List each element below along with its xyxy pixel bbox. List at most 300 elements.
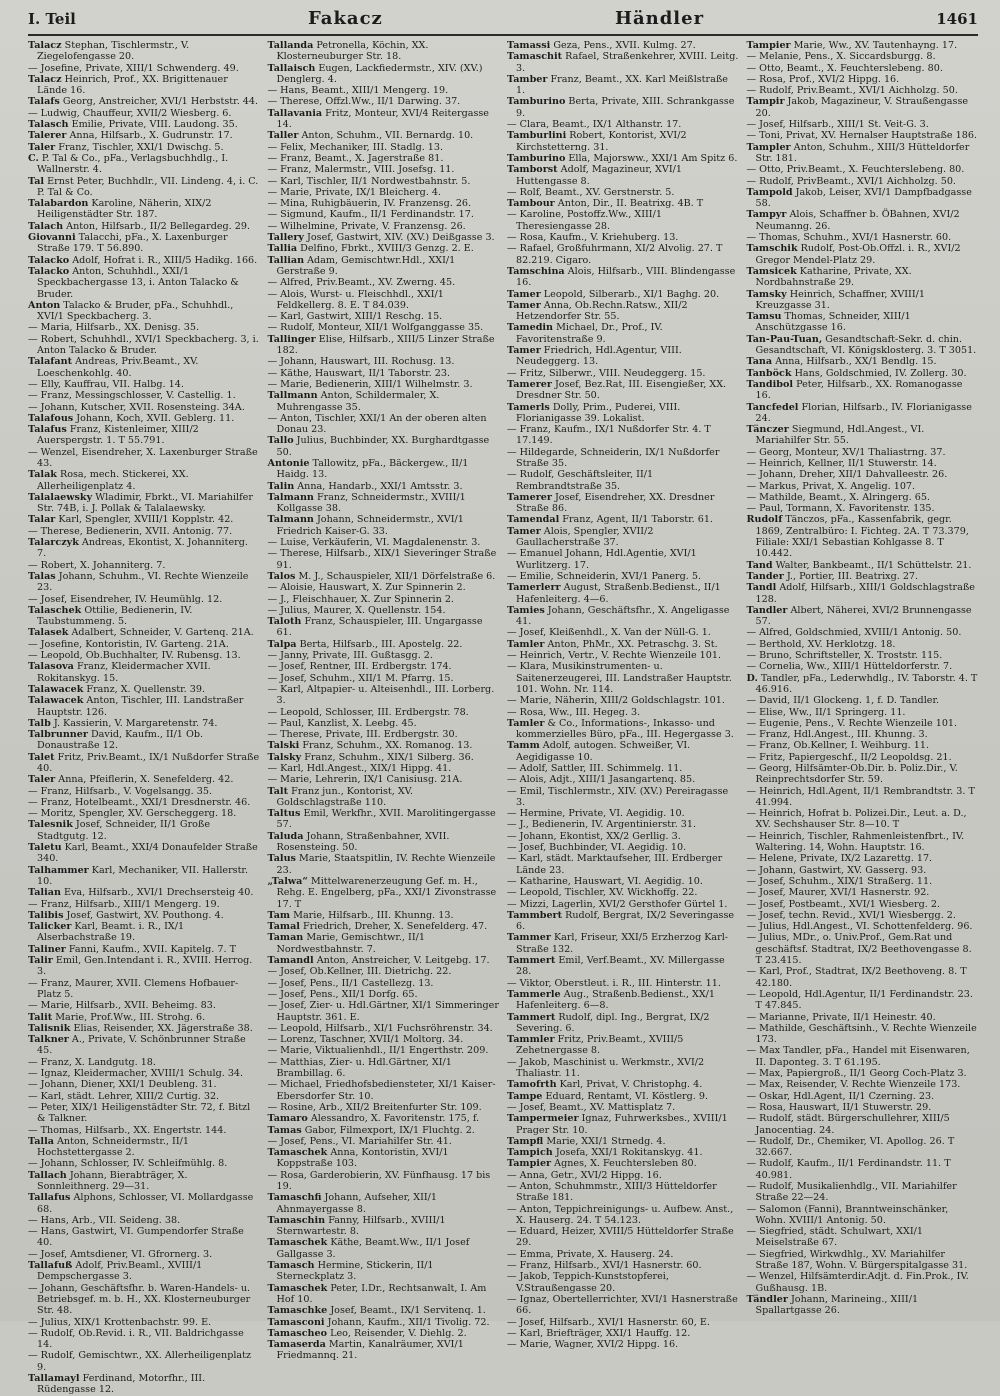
directory-entry: — Ignaz, Obertellerrichter, XVI/1 Hasnerstraße 66. (507, 1293, 738, 1317)
directory-entry: — Josef, Postbeamt., XVI/1 Wiesberg. 2. (746, 898, 941, 910)
directory-entry: — Marie, Viktualienhdl., II/1 Engerthstr. 209. (267, 1045, 489, 1057)
directory-entry: Talacko Anton, Schuhhdl., XXI/1 Speckbachergasse 13, i. Anton Talacko & Bruder. (28, 265, 239, 300)
directory-entry: — Elise, Ww., II/1 Springerg. 11. (746, 706, 906, 718)
directory-entry: — Jakob, Maschinist u. Werkmstr., XVI/2 Thaliastr. 11. (507, 1056, 705, 1080)
directory-entry: Taluda Johann, Straßenbahner, XVII. Rosensteing. 50. (267, 830, 450, 854)
directory-entry: Talach Anton, Hilfsarb., II/2 Bellegardeg. 29. (28, 220, 251, 232)
directory-entry: — Anton, Tischler, XXI/1 An der oberen alten Donau 23. (267, 412, 487, 436)
directory-entry: Talos M. J., Schauspieler, XII/1 Dörfelstraße 6. (267, 570, 496, 582)
directory-entry: — Johann, Schlosser, IV. Schleifmühlg. 8. (28, 1158, 228, 1170)
directory-entry: — Julius, Maurer, X. Quellenstr. 154. (267, 604, 446, 616)
directory-entry: — Karl, Tischler, II/1 Nordwestbahnstr. 5. (267, 175, 471, 187)
directory-entry: Tamer Leopold, Silberarb., XI/1 Baghg. 20. (507, 288, 720, 300)
directory-entry: Tal Ernst Peter, Buchhdlr., VII. Lindeng. 4, i. C. P. Tal & Co. (28, 175, 259, 198)
directory-entry: — Rudolf, städt. Bürgerschullehrer, XIII/5 Janocentiag. 24. (746, 1113, 950, 1136)
directory-entry: — Siegfried, Wirkwdhlg., XV. Mariahilfer Straße 187, Wohn. V. Bürgerspitalgasse 31. (746, 1248, 968, 1272)
directory-entry: Tamburino Berta, Private, XIII. Schrankgasse 9. (507, 96, 735, 119)
directory-entry: Tamsicek Katharine, Private, XX. Nordbahnstraße 29. (746, 265, 912, 289)
directory-entry: — Rosa, Hauswart, II/1 Stuwerstr. 29. (746, 1101, 932, 1113)
directory-entry: — Ludwig, Chauffeur, XVII/2 Wiesberg. 6. (28, 107, 232, 119)
directory-entry: — Marie, Wagner, XVI/2 Hippg. 16. (507, 1339, 679, 1351)
directory-entry: — Julius, MDr., o. Univ.Prof., Gem.Rat und geschäftsf. Stadtrat, IX/2 Beethovengasse 8. T 23.415. (746, 932, 972, 967)
directory-entry: Talaschek Ottilie, Bedienerin, IV. Taubstummeng. 5. (28, 604, 193, 628)
directory-entry: — Emanuel Johann, Hdl.Agentie, XVI/1 Wurlitzerg. 17. (507, 548, 697, 571)
directory-entry: Rudolf Tänczos, pFa., Kassenfabrik, gegr. 1869, Zentralbüro: I. Fichteg. 2A. T 73.379, Filiale: XXI/1 Sebastian Kohlgasse 8. T 10.442. (746, 514, 969, 560)
directory-entry: — Georg, Monteur, XV/1 Thaliastrng. 37. (746, 446, 946, 458)
directory-entry: — Josef, Ob.Kellner, III. Dietrichg. 22. (267, 966, 452, 978)
directory-entry: — Peter, XIX/1 Heiligenstädter Str. 72, f. Bitzl & Talkner. (28, 1101, 251, 1125)
directory-entry: — Robert, X. Johanniterg. 7. (28, 559, 166, 571)
directory-entry: Tan-Pau-Tuan, Gesandtschaft-Sekr. d. chin. Gesandtschaft, VI. Königsklosterg. 3. T 3051. (746, 333, 977, 357)
directory-entry: — Alfred, Priv.Beamt., XV. Zwerng. 45. (267, 277, 456, 289)
directory-entry: — Alois, Adjt., XIII/1 Jasangartenq. 85. (507, 774, 696, 786)
directory-entry: — Eugenie, Pens., V. Rechte Wienzeile 101. (746, 717, 958, 729)
directory-entry: — Otto, Beamt., X. Feuchterslebeng. 80. (746, 62, 943, 74)
directory-entry: Tammer Karl, Friseur, XXI/5 Erzherzog Karl-Straße 132. (507, 932, 729, 955)
directory-entry: — Eduard, Heizer, XVIII/5 Hütteldorfer Straße 29. (507, 1226, 734, 1249)
directory-entry: — Leopold, Schlosser, III. Erdbergstr. 78. (267, 706, 469, 718)
directory-entry: — Franz, Ob.Kellner, I. Weihburg. 11. (746, 740, 930, 752)
directory-entry: — Josef, Pens., XII/1 Dorfg. 65. (267, 988, 418, 1000)
column-2 (268, 40, 500, 1396)
directory-entry: Tamal Friedrich, Dreher, X. Senefelderg. 47. (267, 921, 488, 933)
directory-entry: Tammert Emil, Verf.Beamt., XV. Millergasse 28. (507, 955, 725, 978)
directory-entry: Talibis Josef, Gastwirt, XV. Pouthong. 4. (28, 909, 224, 921)
directory-entry: — Therese, Private, III. Erdbergstr. 30. (267, 729, 458, 741)
directory-entry: — Hans, Gastwirt, VI. Gumpendorfer Straße 40. (28, 1226, 244, 1249)
directory-entry: — Ignaz, Kleidermacher, XVIII/1 Schulg. 34. (28, 1068, 244, 1080)
directory-entry: Tamm Adolf, autogen. Schweißer, VI. Aegidigasse 10. (507, 740, 691, 763)
directory-entry: — Karl, Gastwirt, XIII/1 Reschg. 15. (267, 311, 443, 323)
directory-entry: Tallo Julius, Buchbinder, XX. Burghardtgasse 50. (267, 435, 490, 458)
column-4 (747, 40, 979, 1396)
directory-entry: Taman Marie, Gemischtwr., II/1 Nordwestbahnstr. 7. (267, 932, 425, 955)
directory-entry: — Rudolf, Monteur, XII/1 Wolfganggasse 35. (267, 322, 484, 334)
directory-entry: — Katharine, Hauswart, VI. Aegidig. 10. (507, 875, 703, 887)
directory-entry: Taltus Emil, Werkfhr., XVII. Marolitingergasse 57. (267, 808, 496, 831)
directory-entry: — Josef, Kleißenhdl., X. Van der Nüll-G. 1. (507, 627, 711, 639)
directory-entry: — Franz, X. Landgutg. 18. (28, 1056, 156, 1068)
directory-entry: Talb J. Kassierin, V. Margaretenstr. 74. (28, 717, 218, 729)
directory-entry: — Johann, Ekontist, XX/2 Gerllig. 3. (507, 830, 681, 842)
directory-entry: Tallery Josef, Gastwirt, XIV. (XV.) Deißgasse 3. (267, 232, 495, 244)
directory-entry: Tand Walter, Bankbeamt., II/1 Schüttelstr. 21. (746, 559, 972, 571)
directory-entry: Tampermeier Ignaz, Fuhrwerksbes., XVIII/1 Prager Str. 10. (507, 1113, 728, 1136)
directory-entry: Talerer Anna, Hilfsarb., X. Gudrunstr. 17. (28, 130, 233, 142)
directory-entry: — Josefine, Private, XIII/1 Schwenderg. 49. (28, 62, 239, 74)
directory-entry: — Rosine, Arb., XII/2 Breitenfurter Str. 109. (267, 1101, 482, 1113)
directory-entry: — Hans, Arb., VII. Seideng. 38. (28, 1214, 181, 1226)
directory-entry: — Thomas, Schuhm., XVI/1 Hasnerstr. 60. (746, 232, 952, 244)
directory-columns (28, 40, 978, 1396)
directory-entry: — Marianne, Private, II/1 Heinestr. 40. (746, 1011, 936, 1023)
directory-entry: Talak Rosa, mech. Stickerei, XX. Allerheiligenplatz 4. (28, 469, 189, 492)
directory-entry: Talarczyk Andreas, Ekontist, X. Johanniterg. 7. (28, 537, 248, 560)
directory-entry: Tamies Johann, Geschäftsfhr., X. Angeligasse 41. (507, 604, 730, 628)
directory-entry: — Franz, Hilfsarb., XIII/1 Mengerg. 19. (28, 898, 220, 910)
directory-entry: „Talwa“ Mittelwarenerzeugung Gef. m. H., Rehg. E. Engelberg, pFa., XXI/1 Zivonstrasse 17. T (267, 875, 497, 910)
directory-entry: Talicker Karl, Beamt. i. R., IX/1 Alserbachstraße 19. (28, 921, 185, 944)
directory-entry: — Wilhelmine, Private, V. Franzensg. 26. (267, 220, 466, 232)
directory-entry: — Karl, städt. Marktaufseher, III. Erdberger Lände 23. (507, 853, 723, 876)
directory-entry: — Clara, Beamt., IX/1 Althanstr. 17. (507, 119, 682, 131)
directory-entry: — Johann, Kutscher, XVII. Rosensteing. 34A. (28, 401, 245, 413)
directory-entry: Tampyr Alois, Schaffner b. ÖBahnen, XVI/2 Neumanng. 26. (746, 209, 960, 232)
directory-entry: Talus Marie, Staatspitlin, IV. Rechte Wienzeile 23. (267, 853, 496, 876)
directory-entry: — Alfred, Goldschmied, XVIII/1 Antonig. 50. (746, 627, 962, 639)
directory-entry: Tampfl Marie, XXI/1 Strnedg. 4. (507, 1135, 666, 1147)
directory-entry: Tampier Marie, Ww., XV. Tautenhayng. 17. (746, 40, 958, 51)
directory-entry: — Hermine, Private, VI. Aegidig. 10. (507, 808, 685, 820)
directory-entry: Tanböck Hans, Goldschmied, IV. Zollerg. 30. (746, 367, 967, 379)
directory-entry: — Franz, Beamt., X. Jagerstraße 81. (267, 152, 444, 164)
directory-entry: Tamaserda Martin, Kanalräumer, XVI/1 Friedmannq. 21. (267, 1339, 464, 1362)
directory-entry: Talasek Adalbert, Schneider, V. Gartenq. 21A. (28, 627, 254, 639)
directory-entry: Giovanni Talacchi, pFa., X. Laxenburger Straße 179. T 56.890. (28, 232, 228, 255)
directory-entry: — Michael, Friedhofsbediensteter, XI/1 Kaiser-Ebersdorfer Str. 10. (267, 1079, 496, 1102)
directory-entry: — Josef, Hilfsarb., XVI/1 Hasnerstr. 60, E. (507, 1316, 710, 1328)
directory-entry: Tamschina Alois, Hilfsarb., VIII. Blindengasse 16. (507, 265, 736, 289)
directory-entry: — Salomon (Fanni), Branntweinschänker, Wohn. XVIII/1 Antonig. 50. (746, 1203, 949, 1226)
directory-entry: — Rudolf, Geschäftsleiter, II/1 Rembrandtstraße 35. (507, 469, 654, 492)
directory-entry: Tallafus Alphons, Schlosser, VI. Mollardgasse 68. (28, 1192, 254, 1215)
directory-entry: Tamasch Hermine, Stickerin, II/1 Sterneckplatz 3. (267, 1260, 434, 1283)
directory-entry: — Helene, Private, IX/2 Lazarettg. 17. (746, 853, 933, 865)
directory-entry: C. P. Tal & Co., pFa., Verlagsbuchhdlg., I. Wallnerstr. 4. (28, 152, 229, 176)
directory-entry: Taloth Franz, Schauspieler, III. Ungargasse 61. (267, 616, 483, 639)
directory-entry: — Sigmund, Kaufm., II/1 Ferdinandstr. 17. (267, 209, 474, 221)
directory-entry: — Marie, Hilfsarb., XVII. Beheimg. 83. (28, 1000, 216, 1012)
directory-entry: Talmann Franz, Schneidermstr., XVIII/1 Kollgasse 38. (267, 491, 466, 515)
directory-entry: — Franz, Hotelbeamt., XXI/1 Dresdnerstr. 46. (28, 796, 251, 808)
directory-entry: — Heinrich, Vertr., V. Rechte Wienzeile 101. (507, 650, 722, 662)
directory-entry: — Rudolf, Musikalienhdlg., VII. Mariahilfer Straße 22—24. (746, 1180, 957, 1204)
directory-entry: Tampler Anton, Schuhm., XIII/3 Hütteldorfer Str. 181. (746, 141, 970, 164)
directory-entry: — Josef, Rentner, III. Erdbergstr. 174. (267, 661, 452, 673)
directory-entry: Taletu Karl, Beamt., XXI/4 Donaufelder Straße 340. (28, 842, 258, 865)
directory-entry: Tamschik Rudolf, Post-Ob.Offzl. i. R., XVI/2 Gregor Mendel-Platz 29. (746, 243, 961, 266)
directory-entry: Tänczer Siegmund, Hdl.Angest., VI. Mariahilfer Str. 55. (746, 424, 925, 447)
directory-entry: Talas Johann, Schuhm., VI. Rechte Wienzeile 23. (28, 570, 249, 594)
directory-entry: — Rafael, Großfuhrmann, XI/2 Alvolig. 27. T 82.219. Cigaro. (507, 243, 723, 266)
directory-entry: Tamaro Alessandro, X. Favoritenstr. 175, f. (267, 1113, 480, 1125)
directory-entry: Tamerer Josef, Eisendreher, XX. Dresdner Straße 86. (507, 491, 715, 515)
directory-entry: Tallach Johann, Bierabträger, X. Sonnleithnerg. 29—31. (28, 1169, 188, 1192)
directory-entry: — Johann, Dreher, XII/1 Dahvalleestr. 26. (746, 469, 948, 481)
directory-entry: — Franz, Hilfsarb., XVI/1 Hasnerstr. 60. (507, 1260, 702, 1272)
directory-entry: Talian Eva, Hilfsarb., XVI/1 Drechsersteig 40. (28, 887, 254, 899)
directory-entry: Talsky Franz, Schuhm., XIX/1 Silberg. 36. (267, 751, 474, 763)
directory-entry: Talabardon Karoline, Näherin, XIX/2 Heiligenstädter Str. 187. (28, 198, 212, 221)
directory-entry: Talasch Emilie, Private, VIII. Laudong. 35. (28, 119, 238, 131)
directory-entry: Tamaschit Rafael, Straßenkehrer, XVIII. Leitg. 3. (507, 51, 739, 74)
directory-entry: — Klara, Musikinstrumenten- u. Saitenerzeugerei, III. Landstraßer Hauptstr. 101. Wohn. Nr. 114. (507, 661, 732, 695)
directory-entry: — Käthe, Hauswart, II/1 Taborstr. 23. (267, 367, 451, 379)
directory-entry: Taller Anton, Schuhm., VII. Bernardg. 10. (267, 130, 474, 142)
directory-entry: — Elly, Kauffrau, VII. Halbg. 14. (28, 378, 184, 390)
directory-entry: Taliner Fanni, Kaufm., XVII. Kapitelg. 7. T (28, 943, 236, 955)
directory-entry: Tamaschin Fanny, Hilfsarb., XVIII/1 Sternwartestr. 8. (267, 1214, 446, 1238)
directory-entry: Tandl Adolf, Hilfsarb., XIII/1 Goldschlagstraße 128. (746, 582, 975, 605)
directory-entry: Talafs Georg, Anstreicher, XVI/1 Herbststr. 44. (28, 96, 259, 108)
directory-entry: Tallinger Elise, Hilfsarb., XIII/5 Linzer Straße 182. (267, 333, 495, 357)
directory-entry: Tallamayl Ferdinand, Motorfhr., III. Rüdengasse 12. (28, 1373, 206, 1396)
directory-entry: Tamer Friedrich, Hdl.Agentur, VIII. Neudeggerg. 13. (507, 345, 682, 368)
directory-entry: Antonie Tallowitz, pFa., Bäckergew., II/1 Haidg. 13. (267, 457, 469, 481)
directory-entry: Talacz Stephan, Tischlermstr., V. Ziegelofengasse 20. (28, 40, 190, 63)
directory-entry: Taler Anna, Pfeiflerin, X. Senefelderg. 42. (28, 774, 234, 786)
last-entry-guide: Händler (614, 8, 705, 29)
directory-entry: — Josef, Maurer, XVI/1 Hasnerstr. 92. (746, 887, 930, 899)
directory-entry: Tander J., Portier, III. Beatrixg. 27. (746, 570, 919, 582)
directory-entry: Tampold Jakob, Leiser, XVI/1 Dampfbadgasse 58. (746, 186, 972, 210)
directory-entry: — Franz, Malermstr., VIII. Josefsg. 11. (267, 164, 455, 176)
directory-entry: — Franz, Kaufm., IX/1 Nußdorfer Str. 4. T 17.149. (507, 424, 711, 447)
directory-entry: — Franz, Maurer, XVII. Clemens Hofbauer-Platz 5. (28, 977, 239, 1000)
directory-entry: Tamasconi Johann, Kaufm., XII/1 Tivolig. 72. (267, 1316, 490, 1328)
directory-entry: — Anton, Schuhmmstr., XIII/3 Hütteldorfer Straße 181. (507, 1180, 717, 1204)
directory-entry: — Marie, Lehrerin, IX/1 Canisiusg. 21A. (267, 774, 463, 786)
directory-entry: Tammerle Aug., Straßenb.Bedienst., XX/1 Hafenleiterg. 6—8. (507, 988, 716, 1012)
directory-entry: Tamler & Co., Informations-, Inkasso- und kommerzielles Büro, pFa., III. Hegergasse 3. (507, 717, 734, 741)
directory-entry: — Berthold, XV. Herklotzg. 18. (746, 638, 896, 650)
directory-entry: Talpa Berta, Hilfsarb., III. Apostelg. 22. (267, 638, 463, 650)
directory-entry: — Rosa, Kaufm., V. Kriehuberg. 13. (507, 232, 679, 244)
directory-entry: — Johann, Gastwirt, XV. Gasserg. 93. (746, 864, 927, 876)
directory-entry: — Emil, Tischlermstr., XIV. (XV.) Pereiragasse 3. (507, 785, 729, 808)
directory-entry: Talla Anton, Schneidermstr., II/1 Hochstettergasse 2. (28, 1135, 189, 1159)
directory-entry: — Wenzel, Hilfsämterdir.Adjt. d. Fin.Prok., IV. Gußhausg. 1B. (746, 1271, 969, 1294)
directory-entry: Talin Anna, Handarb., XXI/1 Amtsstr. 3. (267, 480, 463, 492)
directory-entry: — Leopold, Hilfsarb., XI/1 Fuchsröhrenstr. 34. (267, 1022, 493, 1034)
directory-entry: Tamas Gabor, Filmexport, IX/1 Fluchtg. 2. (267, 1124, 475, 1136)
directory-entry: Tampir Jakob, Magazineur, V. Straußengasse 20. (746, 96, 969, 119)
directory-entry: — Rolf, Beamt., XV. Gerstnerstr. 5. (507, 186, 675, 198)
directory-entry: Tamaschke Josef, Beamt., IX/1 Servitenq. 1. (267, 1305, 486, 1317)
directory-entry: — Johann, Geschäftsfhr. b. Waren-Handels- u. Betriebsgef. m. b. H., XX. Klosterneuburger Str. 48. (28, 1282, 251, 1317)
directory-entry: Talawacek Anton, Tischler, III. Landstraßer Hauptstr. 126. (28, 695, 244, 718)
directory-entry: Tammler Fritz, Priv.Beamt., XVIII/5 Zehetnergasse 8. (507, 1034, 684, 1057)
directory-entry: — Franz, Hdl.Angest., III. Khunng. 3. (746, 729, 928, 741)
directory-entry: — Cornelia, Ww., XIII/1 Hütteldorferstr. 7. (746, 661, 953, 673)
directory-entry: — Rudolf, Kaufm., II/1 Ferdinandstr. 11. T 40.981. (746, 1158, 951, 1181)
directory-entry: Tamburlini Robert, Kontorist, XVI/2 Kirchstetterng. 31. (507, 130, 687, 153)
directory-entry: — Anton, Teppichreinigungs- u. Aufbew. Anst., X. Hauserg. 24. T 54.123. (507, 1203, 734, 1226)
directory-entry: Talacz Heinrich, Prof., XX. Brigittenauer Lände 16. (28, 73, 228, 97)
directory-entry: Tammbert Rudolf, Bergrat, IX/2 Severingasse 6. (507, 909, 735, 933)
directory-entry: Talir Emil, Gen.Intendant i. R., XVIII. Herrog. 3. (28, 955, 253, 978)
directory-entry: Talet Fritz, Priv.Beamt., IX/1 Nußdorfer Straße 40. (28, 751, 260, 774)
directory-entry: — Lorenz, Taschner, XVII/1 Moltorg. 34. (267, 1034, 464, 1046)
directory-entry: Talafus Franz, Kistenleimer, XIII/2 Auerspergstr. 1. T 55.791. (28, 424, 199, 447)
directory-entry: Talawacek Franz, X. Quellenstr. 39. (28, 683, 206, 695)
directory-entry: Tallia Delfino, Fbrkt., XVIII/3 Genzg. 2. E. (267, 243, 474, 255)
directory-entry: Talalaewsky Wladimir, Fbrkt., VI. Mariahilfer Str. 74B, i. J. Pollak & Talalaewsky. (28, 491, 253, 515)
directory-entry: Tandibol Peter, Hilfsarb., XX. Romanogasse 16. (746, 378, 963, 402)
directory-entry: Tam Marie, Hilfsarb., III. Khunng. 13. (267, 909, 454, 921)
column-3 (507, 40, 739, 1396)
directory-entry: Tamsky Heinrich, Schaffner, XVIII/1 Kreuzgasse 31. (746, 288, 925, 311)
directory-entry: Tampich Josefa, XXI/1 Rokitanskyg. 41. (507, 1147, 703, 1159)
directory-entry: — Rudolf, Dr., Chemiker, VI. Apollog. 26. T 32.667. (746, 1135, 955, 1159)
directory-entry: — Karl, städt. Lehrer, XIII/2 Curtig. 32. (28, 1090, 220, 1102)
directory-entry: — Oskar, Hdl.Agent, II/1 Czerning. 23. (746, 1090, 935, 1102)
directory-entry: — Hildegarde, Schneiderin, IX/1 Nußdorfer Straße 35. (507, 446, 720, 469)
directory-entry: — J., Bedienerin, IV. Argentinierstr. 31. (507, 819, 697, 831)
section-label: I. Teil (28, 10, 76, 28)
directory-entry: Tamaschek Käthe, Beamt.Ww., II/1 Josef Gallgasse 3. (267, 1237, 470, 1260)
directory-entry: — Therese, Bedienerin, XVII. Antonig. 77. (28, 525, 233, 537)
directory-entry: — Emilie, Schneiderin, XVI/1 Panerg. 5. (507, 570, 702, 582)
directory-entry: Tamer Alois, Spengler, XVII/2 Gaullacherstraße 37. (507, 525, 654, 549)
directory-entry: — Josef, Buchbinder, VI. Aegidig. 10. (507, 842, 687, 854)
directory-entry: — J., Fleischhauer, X. Zur Spinnerin 2. (267, 593, 454, 605)
directory-entry: Tancfedel Florian, Hilfsarb., IV. Florianigasse 24. (746, 401, 972, 424)
directory-entry: — Josef, Pens., VI. Mariahilfer Str. 41. (267, 1135, 452, 1147)
directory-entry: — Josef, Schuhm., XIX/1 Straßerg. 11. (746, 875, 933, 887)
directory-entry: — Leopold, Hdl.Agentur, II/1 Ferdinandstr. 23. T 47.845. (746, 988, 973, 1012)
directory-entry: — Karl, Prof., Stadtrat, IX/2 Beethoveng. 8. T 42.180. (746, 966, 967, 989)
directory-entry: Talesnik Josef, Schneider, II/1 Große Stadtgutg. 12. (28, 819, 211, 842)
directory-entry: — Siegfried, städt. Schulwart, XXI/1 Meiselstraße 67. (746, 1226, 923, 1249)
directory-entry: Tallanda Petronella, Köchin, XX. Klosterneuburger Str. 18. (267, 40, 429, 63)
directory-entry: — David, II/1 Glockeng. 1, f. D. Tandler. (746, 695, 940, 707)
directory-entry: — Franz, Messingschlosser, V. Castellig. 1. (28, 390, 236, 402)
directory-entry: — Josefine, Kontoristin, IV. Garteng. 21A. (28, 638, 229, 650)
directory-entry: — Hans, Beamt., XIII/1 Mengerg. 19. (267, 85, 449, 97)
directory-entry: Tamer Anna, Ob.Rechn.Ratsw., XII/2 Hetzendorfer Str. 55. (507, 299, 688, 323)
directory-entry: — Julius, Hdl.Angest., VI. Schottenfelderg. 96. (746, 921, 973, 933)
directory-entry: — Rosa, Prof., XVI/2 Hippg. 16. (746, 73, 900, 85)
directory-entry: Tampe Eduard, Rentamt, VI. Köstlerg. 9. (507, 1090, 709, 1102)
directory-entry: Tamburino Ella, Majorsww., XXI/1 Am Spitz 6. (507, 152, 738, 164)
directory-entry: Tamaschfi Johann, Aufseher, XII/1 Ahnmayergasse 8. (267, 1192, 438, 1215)
directory-entry: Talmann Johann, Schneidermstr., XVI/1 Friedrich Kaiser-G. 33. (267, 514, 464, 537)
directory-entry: — Heinrich, Hofrat b. Polizei.Dir., Leut. a. D., XV. Sechshauser Str. 8—10. T (746, 808, 967, 831)
directory-entry: — Rosa, Garderobierin, XV. Fünfhausg. 17 bis 19. (267, 1169, 491, 1192)
directory-entry: Tamborst Adolf, Magazineur, XVI/1 Huttengasse 8. (507, 164, 682, 187)
directory-entry: — Max, Papiergroß., II/1 Georg Coch-Platz 3. (746, 1068, 967, 1080)
directory-entry: Talafous Johann, Koch, XVII. Geblerg. 11. (28, 412, 235, 424)
directory-entry: Tallafuß Adolf, Priv.Beaml., XVIII/1 Dempschergasse 3. (28, 1260, 203, 1283)
directory-entry: — Josef, Hilfsarb., XIII/1 St. Veit-G. 3. (746, 119, 929, 131)
directory-entry: Tambour Anton, Dir., II. Beatrixg. 4B. T (507, 198, 704, 210)
directory-entry: — Johann, Hauswart, III. Rochusg. 13. (267, 356, 455, 368)
directory-entry: — Luise, Verkäuferin, VI. Magdalenenstr. 3. (267, 537, 481, 549)
directory-entry: — Mathilde, Geschäftsinh., V. Rechte Wienzeile 173. (746, 1022, 977, 1046)
directory-entry: — Janny, Private, III. Gußtasgg. 2. (267, 650, 433, 662)
directory-entry: — Otto, Priv.Beamt., X. Feuchterslebeng. 80. (746, 164, 965, 176)
directory-entry: — Bruno, Schriftsteller, X. Troststr. 115. (746, 650, 943, 662)
directory-entry: Tamassi Geza, Pens., XVII. Kulmg. 27. (507, 40, 696, 51)
directory-entry: D. Tandler, pFa., Lederwhdlg., IV. Taborstr. 4. T 46.916. (746, 672, 978, 695)
directory-entry: — Toni, Privat, XV. Hernalser Hauptstraße 186. (746, 130, 977, 142)
directory-entry: — Leopold, Tischler, XV. Wickhoffg. 22. (507, 887, 698, 899)
directory-entry: — Marie, Bedienerin, XIII/1 Wilhelmstr. 3. (267, 378, 473, 390)
directory-entry: Tamsu Thomas, Schneider, XIII/1 Anschützgasse 16. (746, 311, 911, 334)
directory-entry: Talit Marie, Prof.Ww., III. Strohg. 6. (28, 1011, 206, 1023)
directory-entry: — Josef, Schuhm., XII/1 M. Pfarrg. 15. (267, 672, 454, 684)
directory-entry: — Julius, XIX/1 Krottenbachstr. 99. E. (28, 1316, 212, 1328)
directory-entry: Tamendal Franz, Agent, II/1 Taborstr. 61. (507, 514, 713, 526)
directory-entry: — Emma, Private, X. Hauserg. 24. (507, 1248, 674, 1260)
directory-entry: Talisnik Elias, Reisender, XX. Jägerstraße 38. (28, 1022, 253, 1034)
directory-entry: Tamascheo Leo, Reisender, V. Diehlg. 2. (267, 1327, 467, 1339)
directory-entry: — Jakob, Teppich-Kunststopferei, V.Straußengasse 20. (507, 1271, 669, 1294)
directory-entry: — Max, Reisender, V. Rechte Wienzeile 173. (746, 1079, 961, 1091)
directory-entry: Tallian Adam, Gemischtwr.Hdl., XXI/1 Gerstraße 9. (267, 254, 456, 277)
directory-entry: — Heinrich, Hdl.Agent, II/1 Rembrandtstr. 3. T 41.994. (746, 785, 975, 808)
page-number: 1461 (936, 10, 978, 28)
directory-entry: — Felix, Mechaniker, III. Stadlg. 13. (267, 141, 444, 153)
directory-entry: — Markus, Privat, X. Angelig. 107. (746, 480, 916, 492)
directory-entry: Tallaisch Eugen, Lackfiedermstr., XIV. (XV.) Denglerg. 4. (267, 62, 483, 85)
column-1 (28, 40, 260, 1396)
directory-entry: Talar Karl, Spengler, XVIII/1 Kopplstr. 42. (28, 514, 234, 526)
directory-entry: — Maria, Hilfsarb., XX. Denisg. 35. (28, 322, 200, 334)
directory-entry: Tamaschek Anna, Kontoristin, XVI/1 Koppstraße 103. (267, 1147, 449, 1170)
directory-entry: Tamler Anton, PhMr., XX. Petraschg. 3. St. (507, 638, 718, 650)
directory-entry: — Anna, Getr., XVI/2 Hippg. 16. (507, 1169, 662, 1181)
directory-entry: Tamandl Anton, Anstreicher, V. Leitgebg. 17. (267, 955, 490, 967)
directory-entry: Talhammer Karl, Mechaniker, VII. Hallerstr. 10. (28, 864, 249, 887)
first-entry-guide: Fakacz (308, 8, 383, 29)
directory-entry: — Josef, Pens., II/1 Castellezg. 13. (267, 977, 434, 989)
directory-entry: — Leopold, Ob.Buchhalter, IV. Rubensg. 13. (28, 650, 241, 662)
directory-entry: Tamedin Michael, Dr., Prof., IV. Favoritenstraße 9. (507, 322, 663, 345)
directory-entry: — Rudolf, Priv.Beamt., XVI/1 Aichholzg. 50. (746, 85, 958, 97)
directory-entry: — Rudolf, Gemischtwr., XX. Allerheiligenplatz 9. (28, 1350, 252, 1373)
directory-entry: — Marie, Näherin, XIII/2 Goldschlagstr. 101. (507, 695, 725, 707)
directory-entry: Tana Anna, Hilfsarb., XX/1 Bendlg. 15. (746, 356, 937, 368)
directory-entry: — Therese, Offzl.Ww., II/1 Darwing. 37. (267, 96, 461, 108)
directory-entry: — Karl, Altpapier- u. Alteisenhdl., III. Lorberg. 3. (267, 683, 495, 707)
directory-entry: Tammert Rudolf, dipl. Ing., Bergrat, IX/2 Severing. 6. (507, 1011, 710, 1034)
directory-entry: Talt Franz jun., Kontorist, XV. Goldschlagstraße 110. (267, 785, 413, 808)
directory-entry: — Alois, Wurst- u. Fleischhdl., XXI/1 Feldkellerg. 8. E. T 84.039. (267, 288, 444, 311)
directory-entry: Tampier Agnes, X. Feuchtersleben 80. (507, 1158, 697, 1170)
directory-entry: Talbrunner David, Kaufm., II/1 Ob. Donaustraße 12. (28, 729, 204, 752)
directory-entry: — Max Tandler, pFa., Handel mit Eisenwaren, II. Daponteg. 3. T 61.195. (746, 1045, 970, 1068)
directory-entry: Tamerls Dolly, Prim., Puderei, VIII. Florianigasse 39. Lokalist. (507, 401, 681, 424)
directory-entry: — Rudolf, PrivBeamt., XVI/1 Aichholzg. 50. (746, 175, 956, 187)
directory-entry: — Fritz, Silberwr., VIII. Neudeggerg. 15. (507, 367, 706, 379)
directory-entry: — Moritz, Spengler, XV. Gerscheggerg. 18. (28, 808, 237, 820)
directory-entry: — Rudolf, Ob.Revid. i. R., VII. Baldrichgasse 14. (28, 1327, 244, 1351)
directory-entry: Tamaschek Peter, I.Dr., Rechtsanwalt, I. Am Hof 10. (267, 1282, 487, 1305)
directory-entry: Talafant Andreas, Priv.Beamt., XV. Loeschenkohlg. 40. (28, 356, 199, 379)
directory-entry: — Franz, Hilfsarb., V. Vogelsangg. 35. (28, 785, 213, 797)
directory-entry: — Rosa, Ww., III. Hegeg. 3. (507, 706, 641, 718)
directory-entry: — Heinrich, Tischler, Rahmenleistenfbrt., IV. Waltering. 14, Wohn. Hauptstr. 16. (746, 830, 965, 854)
directory-entry: Talkner A., Private, V. Schönbrunner Straße 45. (28, 1034, 246, 1057)
directory-entry: — Mina, Ruhigbäuerin, IV. Franzensg. 26. (267, 198, 472, 210)
directory-entry: — Heinrich, Kellner, II/1 Stuwerstr. 14. (746, 457, 937, 469)
directory-entry: — Karl, Briefträger, XXI/1 Hauffg. 12. (507, 1327, 691, 1339)
directory-entry: — Melanie, Pens., X. Siccardsburgg. 8. (746, 51, 936, 63)
directory-entry: Tallmann Anton, Schildermaler, X. Muhrengasse 35. (267, 390, 440, 413)
directory-entry: — Matthias, Zier- u. Hdl.Gärtner, XI/1 Brambillag. 6. (267, 1056, 452, 1080)
directory-entry: — Mizzi, Lagerlin, XVI/2 Gersthofer Gürtel 1. (507, 898, 728, 910)
directory-entry: — Robert, Schuhhdl., XVI/1 Speckbacherg. 3, i. Anton Talacko & Bruder. (28, 333, 259, 357)
directory-entry: — Josef, Zier- u. Hdl.Gärtner, XI/1 Simmeringer Hauptstr. 361. E. (267, 1000, 499, 1023)
directory-entry: — Karl, Hdl.Angest., XIX/1 Hippg. 41. (267, 763, 452, 774)
directory-entry: Talski Franz, Schuhm., XX. Romanog. 13. (267, 740, 473, 752)
directory-entry: — Johann, Diener, XXI/1 Deubleng. 31. (28, 1079, 217, 1091)
directory-entry: Tandler Albert, Näherei, XVI/2 Brunnengasse 57. (746, 604, 972, 628)
directory-entry: — Thomas, Hilfsarb., XX. Engertstr. 144. (28, 1124, 227, 1136)
directory-entry: — Paul, Kanzlist, X. Leebg. 45. (267, 717, 417, 729)
